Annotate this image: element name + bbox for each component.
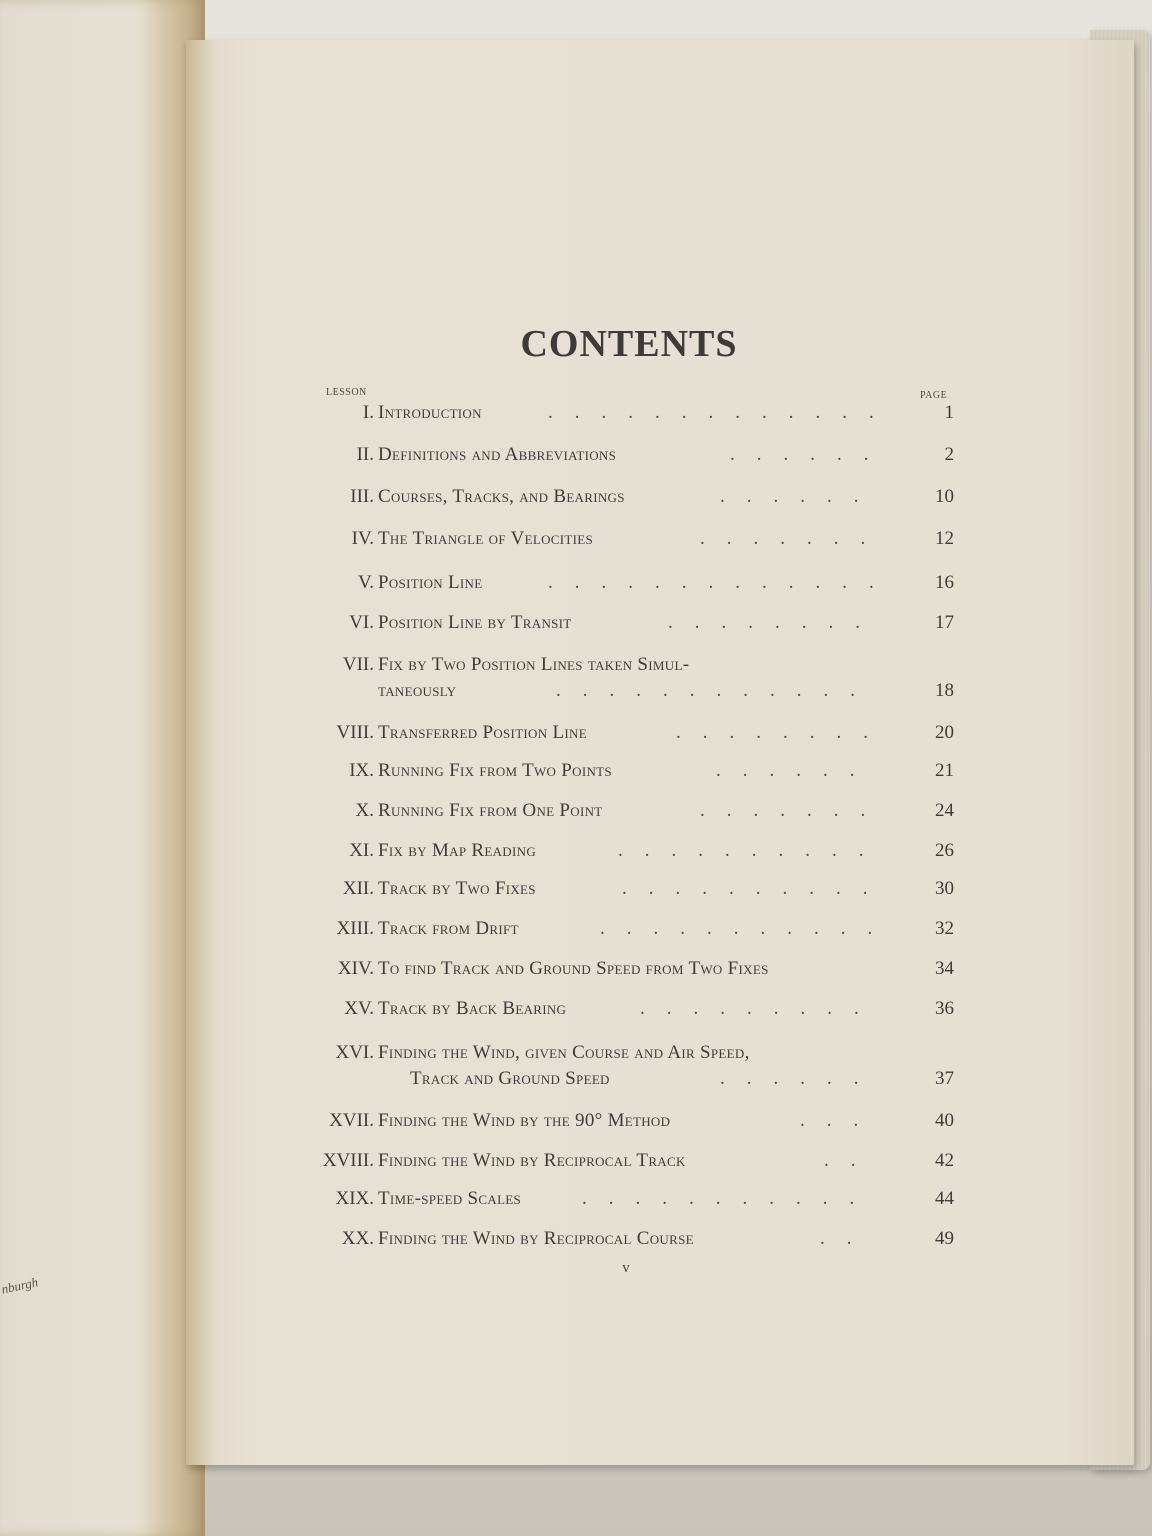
- page-ref: 1: [944, 402, 954, 423]
- lesson-number: XIII.: [336, 918, 374, 939]
- dot-leader: ..: [820, 1228, 874, 1249]
- lesson-number: XIV.: [337, 958, 374, 979]
- toc-entry: [0, 612, 1152, 642]
- page-number: v: [622, 1260, 630, 1276]
- lesson-title: Track by Back Bearing: [378, 998, 567, 1019]
- lesson-title: Finding the Wind by Reciprocal Track: [378, 1150, 686, 1171]
- lesson-title: Introduction: [378, 402, 482, 423]
- lesson-number: VIII.: [336, 722, 374, 743]
- lesson-title: Position Line: [378, 572, 483, 593]
- page-ref: 30: [935, 878, 954, 899]
- page-ref: 26: [935, 840, 954, 861]
- page-ref: 16: [935, 572, 954, 593]
- lesson-title: Finding the Wind by Reciprocal Course: [378, 1228, 694, 1249]
- lesson-number: XI.: [349, 840, 374, 861]
- page-ref: 44: [935, 1188, 954, 1209]
- page-ref: 21: [935, 760, 954, 781]
- lesson-number: V.: [357, 572, 374, 593]
- lesson-number: I.: [362, 402, 374, 423]
- dot-leader: .........: [640, 998, 881, 1019]
- page-ref: 36: [935, 998, 954, 1019]
- toc-entry: [0, 654, 1152, 701]
- page-ref: 49: [935, 1228, 954, 1249]
- lesson-number: IV.: [351, 528, 374, 549]
- toc-entry: [0, 958, 1152, 988]
- lesson-title: Transferred Position Line: [378, 722, 587, 743]
- toc-entry: [0, 800, 1152, 830]
- lesson-number: VII.: [342, 654, 374, 675]
- lesson-title: Fix by Map Reading: [378, 840, 537, 861]
- lesson-number: X.: [355, 800, 374, 821]
- dot-leader: .......: [700, 528, 888, 549]
- page-ref: 17: [935, 612, 954, 633]
- toc-entry: [0, 998, 1152, 1028]
- lesson-title: The Triangle of Velocities: [378, 528, 594, 549]
- lesson-number: XX.: [341, 1228, 374, 1249]
- lesson-number: XIX.: [335, 1188, 374, 1209]
- dot-leader: .............: [548, 402, 896, 423]
- toc-entry: [0, 402, 1152, 432]
- dot-leader: ......: [720, 486, 881, 507]
- lesson-title: Finding the Wind, given Course and Air Speed,: [378, 1042, 750, 1063]
- page-ref: 24: [935, 800, 954, 821]
- lesson-title-continued: taneously: [378, 680, 457, 701]
- toc-entry: [0, 1228, 1152, 1258]
- page-ref: 2: [944, 444, 954, 465]
- lesson-title: Track by Two Fixes: [378, 878, 536, 899]
- lesson-number: III.: [350, 486, 374, 507]
- dot-leader: ..........: [622, 878, 890, 899]
- toc-entry: [0, 1042, 1152, 1089]
- lesson-title: Position Line by Transit: [378, 612, 572, 633]
- lesson-title-continued: Track and Ground Speed: [410, 1068, 610, 1089]
- lesson-title: To find Track and Ground Speed from Two Fixes: [378, 958, 769, 979]
- toc-entry: [0, 918, 1152, 948]
- dot-leader: ..: [824, 1150, 878, 1171]
- dot-leader: ...........: [582, 1188, 877, 1209]
- dot-leader: .............: [548, 572, 896, 593]
- toc-entry: [0, 840, 1152, 870]
- lesson-title: Time-speed Scales: [378, 1188, 522, 1209]
- page-ref: 12: [935, 528, 954, 549]
- page-ref: 18: [935, 680, 954, 701]
- dot-leader: ...........: [600, 918, 895, 939]
- toc-entry: [0, 760, 1152, 790]
- page-column-label: PAGE: [920, 390, 948, 401]
- dot-leader: ..........: [618, 840, 886, 861]
- dot-leader: ......: [730, 444, 891, 465]
- lesson-number: XVI.: [335, 1042, 374, 1063]
- toc-entry: [0, 528, 1152, 558]
- toc-entry: [0, 1150, 1152, 1180]
- dot-leader: ...: [800, 1110, 881, 1131]
- dot-leader: ......: [720, 1068, 881, 1089]
- lesson-number: VI.: [349, 612, 374, 633]
- dot-leader: ........: [668, 612, 882, 633]
- lesson-column-label: LESSON: [326, 387, 367, 398]
- lesson-number: XV.: [344, 998, 374, 1019]
- lesson-title: Courses, Tracks, and Bearings: [378, 486, 625, 507]
- dot-leader: ........: [676, 722, 890, 743]
- lesson-title: Fix by Two Position Lines taken Simul-: [378, 654, 690, 675]
- page-ref: 42: [935, 1150, 954, 1171]
- toc-entry: [0, 722, 1152, 752]
- lesson-number: XVIII.: [322, 1150, 374, 1171]
- page-ref: 34: [935, 958, 954, 979]
- toc-entry: [0, 444, 1152, 474]
- page-title: CONTENTS: [520, 323, 738, 365]
- page-ref: 40: [935, 1110, 954, 1131]
- toc-entry: [0, 1110, 1152, 1140]
- toc-entry: [0, 486, 1152, 516]
- toc-entry: [0, 572, 1152, 602]
- lesson-number: XVII.: [329, 1110, 374, 1131]
- dot-leader: ......: [716, 760, 877, 781]
- lesson-title: Track from Drift: [378, 918, 519, 939]
- page-ref: 20: [935, 722, 954, 743]
- lesson-title: Running Fix from Two Points: [378, 760, 612, 781]
- dot-leader: ............: [556, 680, 877, 701]
- toc-entry: [0, 1188, 1152, 1218]
- page-ref: 10: [935, 486, 954, 507]
- lesson-number: II.: [356, 444, 374, 465]
- dot-leader: .......: [700, 800, 888, 821]
- lesson-title: Running Fix from One Point: [378, 800, 603, 821]
- page-ref: 37: [935, 1068, 954, 1089]
- lesson-number: IX.: [349, 760, 374, 781]
- lesson-title: Finding the Wind by the 90° Method: [378, 1110, 671, 1131]
- page-ref: 32: [935, 918, 954, 939]
- lesson-number: XII.: [342, 878, 374, 899]
- lesson-title: Definitions and Abbreviations: [378, 444, 617, 465]
- toc-entry: [0, 878, 1152, 908]
- left-page-imprint: nburgh: [0, 1274, 40, 1297]
